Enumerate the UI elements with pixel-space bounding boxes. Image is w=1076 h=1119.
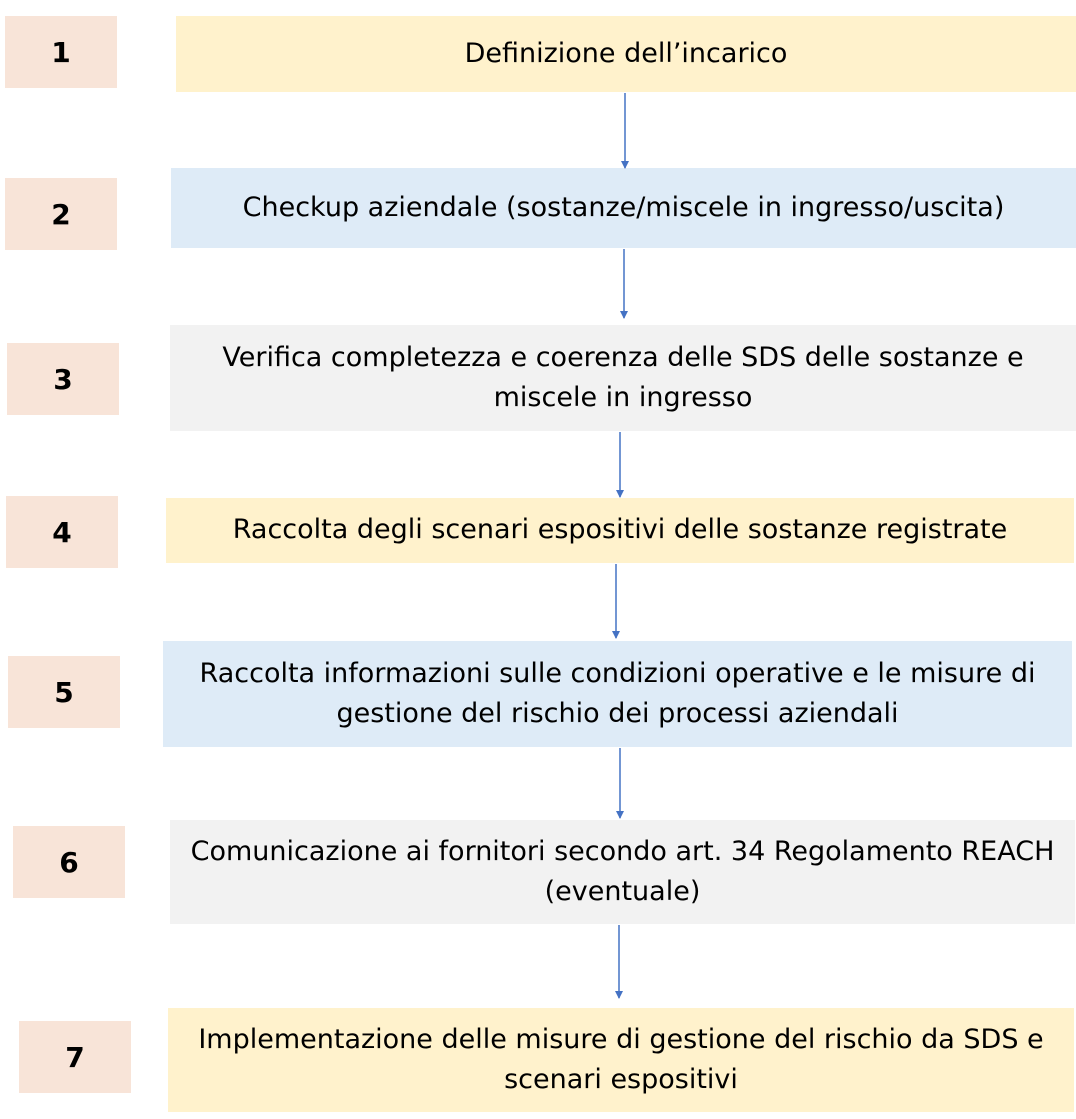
step-number-3: 3	[7, 343, 119, 415]
step-text-3: Verifica completezza e coerenza delle SDS delle sostanze e miscele in ingresso	[222, 341, 1024, 413]
step-text-2: Checkup aziendale (sostanze/miscele in ingresso/uscita)	[242, 191, 1005, 223]
step-number-6: 6	[13, 826, 125, 898]
step-number-1: 1	[5, 16, 117, 88]
step-number-5: 5	[8, 656, 120, 728]
step-text-1: Definizione dell’incarico	[464, 37, 788, 69]
step-number-2: 2	[5, 178, 117, 250]
step-text-7: Implementazione delle misure di gestione del rischio da SDS e scenari espositivi	[198, 1023, 1044, 1095]
step-text-5: Raccolta informazioni sulle condizioni operative e le misure di gestione del rischio dei processi aziendali	[199, 657, 1036, 729]
step-number-7: 7	[19, 1021, 131, 1093]
step-text-6: Comunicazione ai fornitori secondo art. 34 Regolamento REACH (eventuale)	[190, 835, 1055, 907]
step-text-4: Raccolta degli scenari espositivi delle sostanze registrate	[232, 514, 1008, 546]
step-number-4: 4	[6, 496, 118, 568]
